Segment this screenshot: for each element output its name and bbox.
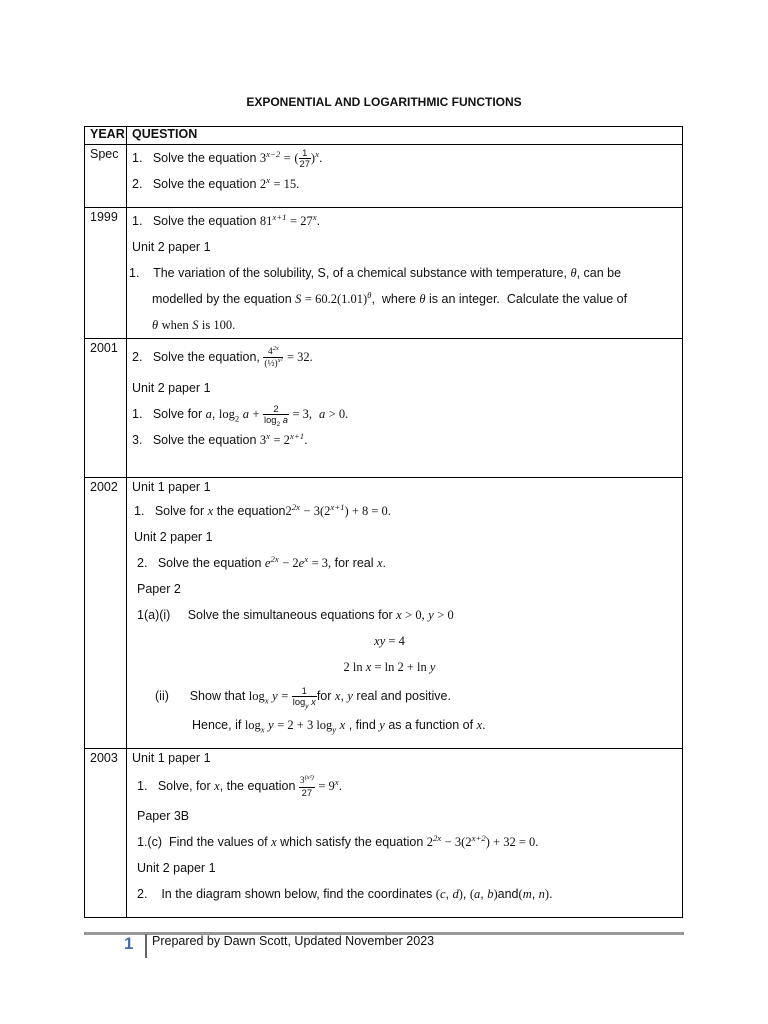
question-line: 1. Solve for a, $\log_2 a$ + $\frac{2}{\log_2 a}$ = 3, a > 0. — [132, 403, 349, 429]
question-line: 2. Solve the equation $e^{2x} - 2e^x = 3$, for real x. — [137, 553, 387, 570]
section-label: Unit 2 paper 1 — [132, 240, 211, 254]
question-line: Hence, if $\log_x y = 2 + 3$ $\log_y x$ , find y as a function of x. — [192, 718, 486, 735]
question-line: 1. Solve the equation $3^{x-2}$ = ( $\frac{1}{27}$ )$^x$. — [132, 147, 323, 170]
question-line: 1. Solve for x the $equation2^{2x} - 3(2^{x+1}) + 8 = 0$. — [134, 501, 391, 518]
footer-divider — [145, 934, 147, 958]
question-line: modelled by the equation $S = 60.2(1.01)^\theta$, where θ is an integer. Calculate the value of — [152, 289, 628, 306]
question-line: 1.(c) Find the values of x which satisfy the equation $2^{2x} - 3(2^{x+2}) + 32 = 0$. — [137, 832, 539, 849]
equation-line: 2 ln x = ln 2 + ln y — [343, 660, 436, 674]
section-label: Unit 2 paper 1 — [137, 861, 216, 875]
year-cell: 2001 — [85, 339, 127, 478]
page-title: EXPONENTIAL AND LOGARITHMIC FUNCTIONS — [246, 95, 522, 109]
question-line: 3. Solve the equation $3^x = 2^{x+1}$. — [132, 430, 308, 447]
table-row — [85, 339, 683, 478]
question-line: 2. In the diagram shown below, find the coordinates (c, d), (a, b)and(m, n). — [137, 887, 553, 901]
table-row — [85, 208, 683, 339]
page-number: 1 — [124, 934, 134, 953]
year-cell: 2002 — [85, 478, 127, 749]
question-line: 2. Solve the equation, $\frac{4^{2x}}{(\frac{1}{2})^{x^2}}$ = 32. — [132, 344, 313, 370]
question-cell — [127, 478, 683, 749]
question-cell — [127, 749, 683, 918]
question-cell — [127, 339, 683, 478]
section-label: Paper 3B — [137, 809, 190, 823]
year-cell: 2003 — [85, 749, 127, 918]
header-year: YEAR — [85, 127, 127, 145]
table-row — [85, 749, 683, 918]
section-label: Paper 2 — [137, 582, 181, 596]
year-cell: Spec — [85, 145, 127, 208]
question-line: 2. Solve the equation 2$^x$ = 15. — [132, 174, 300, 191]
table-row — [85, 478, 683, 749]
questions-table — [84, 126, 683, 918]
section-label: Unit 1 paper 1 — [132, 480, 211, 494]
question-line: (ii) Show that $\log_x y$ = $\frac{1}{\log_y x}$ for x, y real and positive. — [155, 685, 451, 711]
question-line: 1. Solve, for x, the equation $\frac{3^{(x^2)}}{27}$ = $9^x$. — [137, 774, 343, 798]
section-label: Unit 2 paper 1 — [134, 530, 213, 544]
table-header-row — [85, 127, 683, 145]
footer-text: Prepared by Dawn Scott, Updated November 2023 — [152, 934, 435, 948]
section-label: Unit 1 paper 1 — [132, 751, 211, 765]
question-line: θ when S is 100. — [152, 318, 236, 332]
question-line: 1. Solve the equation $81^{x+1} = 27^x$. — [132, 211, 321, 228]
equation-line: xy = 4 — [374, 634, 405, 648]
question-line: 1. The variation of the solubility, S, of a chemical substance with temperature, θ, can be — [129, 266, 622, 280]
question-cell — [127, 208, 683, 339]
header-question: QUESTION — [127, 127, 683, 145]
question-cell — [127, 145, 683, 208]
question-line: 1(a)(i) Solve the simultaneous equations for x > 0, y > 0 — [137, 608, 454, 622]
section-label: Unit 2 paper 1 — [132, 381, 211, 395]
table-row — [85, 145, 683, 208]
year-cell: 1999 — [85, 208, 127, 339]
